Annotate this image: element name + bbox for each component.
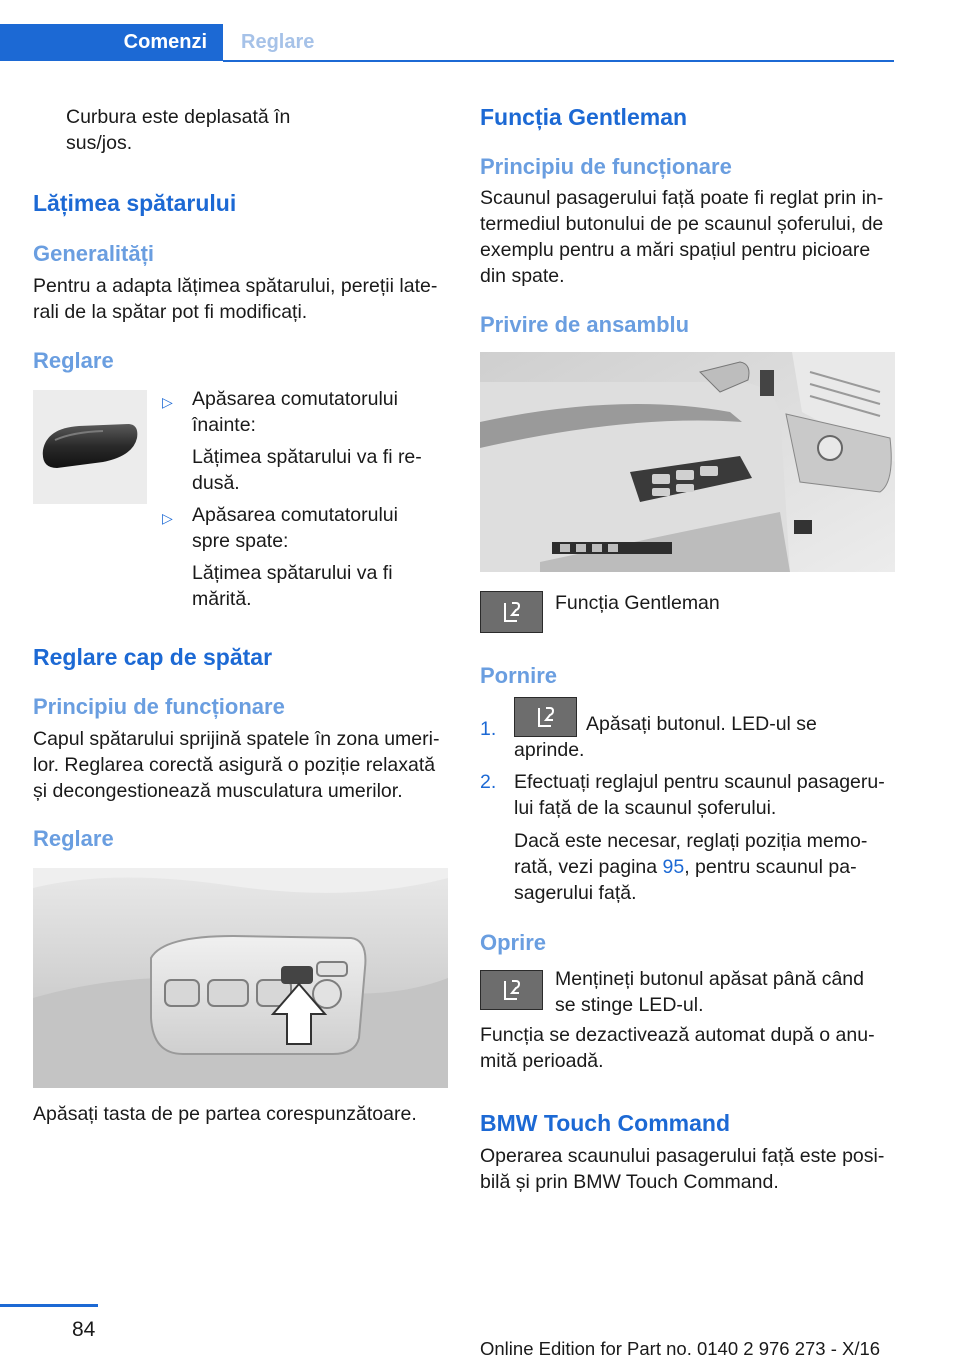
section-title-reglare-cap: Reglare cap de spătar (33, 644, 273, 670)
stop-text (555, 966, 864, 1018)
text-line: Lățimea spătarului va fi re‐ (192, 446, 422, 468)
page-number: 84 (72, 1318, 96, 1341)
section-title-gentleman: Funcția Gentleman (480, 104, 688, 130)
text-line: exemplu pentru a mări spațiul pentru picioare (480, 239, 871, 261)
subsection-title-privire: Privire de ansamblu (480, 312, 690, 337)
intro-text (66, 104, 290, 156)
edition-footer: Online Edition for Part no. 0140 2 976 273 - X/16 (480, 1338, 881, 1359)
list-item (162, 386, 442, 496)
text-line: din spate. (480, 265, 565, 287)
subsection-title-reglare: Reglare (33, 348, 114, 373)
text-line: dusă. (192, 472, 240, 494)
backrest-width-switch-image (33, 390, 147, 504)
text-line: Curbura este deplasată în (66, 106, 291, 128)
subsection-title-generalitati: Generalități (33, 241, 155, 266)
text-line: Scaunul pasagerului față poate fi reglat prin in‐ (480, 187, 884, 209)
text-line: bilă și prin BMW Touch Command. (480, 1171, 779, 1193)
page-reference-link[interactable]: 95 (662, 856, 685, 878)
tab-underline (223, 60, 894, 62)
principle-paragraph (33, 726, 439, 804)
step-number: 1. (480, 718, 497, 740)
numbered-steps (480, 697, 900, 906)
text-line: Pentru a adapta lățimea spătarului, pereții late‐ (33, 275, 438, 297)
tab-reglare[interactable]: Reglare (241, 31, 315, 53)
text-line: Capul spătarului sprijină spatele în zona umeri‐ (33, 728, 440, 750)
text-line: spre spate: (192, 530, 289, 552)
text-line: Funcția se dezactivează automat după o anu‐ (480, 1024, 875, 1046)
step-number: 2. (480, 771, 497, 793)
subsection-title-principiu-right: Principiu de funcționare (480, 154, 732, 179)
text-line: Mențineți butonul apăsat până când (555, 968, 864, 990)
subsection-title-principiu: Principiu de funcționare (33, 694, 285, 719)
text-line: aprinde. (514, 739, 585, 761)
button-caption: Funcția Gentleman (555, 592, 720, 614)
text-line: Efectuați reglajul pentru scaunul pasageru‐ (514, 771, 885, 793)
gentleman-button-icon (480, 591, 543, 633)
text-line: mărită. (192, 588, 252, 610)
text-line: rali de la spătar pot fi modificați. (33, 301, 308, 323)
text-line: sus/jos. (66, 132, 133, 154)
footer-rule (0, 1304, 98, 1307)
text-line: Operarea scaunului pasagerului față este posi‐ (480, 1145, 885, 1167)
text-line: sagerului față. (514, 882, 637, 904)
subsection-title-oprire: Oprire (480, 930, 547, 955)
tab-comenzi[interactable]: Comenzi (0, 24, 223, 61)
image-caption: Apăsați tasta de pe partea corespunzătoare. (33, 1103, 417, 1125)
text-line: și decongestionează musculatura umerilor. (33, 780, 403, 802)
seat-control-panel-image (33, 868, 448, 1088)
text-line: Apăsați butonul. LED-ul se (586, 713, 817, 735)
section-title-bmw-touch: BMW Touch Command (480, 1110, 730, 1136)
text-line: lui față de la scaunul șoferului. (514, 797, 777, 819)
triangle-bullet-icon: ▷ (162, 394, 173, 410)
touch-command-paragraph (480, 1143, 884, 1195)
bullet-list (162, 386, 442, 612)
text-line (514, 854, 900, 880)
chapter-tab-bar (0, 24, 894, 61)
subsection-title-reglare-2: Reglare (33, 826, 114, 851)
text-line: Apăsarea comutatorului (192, 504, 398, 526)
text-line: Apăsarea comutatorului (192, 388, 398, 410)
auto-off-paragraph (480, 1022, 875, 1074)
text-span: rată, vezi pagina (514, 856, 663, 878)
text-line: mită perioadă. (480, 1050, 604, 1072)
text-line: înainte: (192, 414, 256, 436)
gentleman-button-icon (514, 697, 577, 737)
gentleman-principle-paragraph (480, 185, 883, 289)
gentleman-button-icon (480, 970, 543, 1010)
text-line: lor. Reglarea corectă asigură o poziție relaxată (33, 754, 436, 776)
general-paragraph (33, 273, 437, 325)
section-title-latimea: Lățimea spătarului (33, 190, 237, 216)
subsection-title-pornire: Pornire (480, 663, 558, 688)
text-line: Lățimea spătarului va fi (192, 562, 393, 584)
text-line: Dacă este necesar, reglați poziția memo‐ (514, 830, 868, 852)
list-item (480, 769, 900, 906)
list-item (162, 502, 442, 612)
text-line: se stinge LED-ul. (555, 994, 704, 1016)
triangle-bullet-icon: ▷ (162, 510, 173, 526)
text-span: , pentru scaunul pa‐ (684, 856, 857, 878)
text-line: termediul butonului de pe scaunul șoferului, de (480, 213, 884, 235)
list-item (480, 697, 900, 763)
door-panel-image (480, 352, 895, 572)
